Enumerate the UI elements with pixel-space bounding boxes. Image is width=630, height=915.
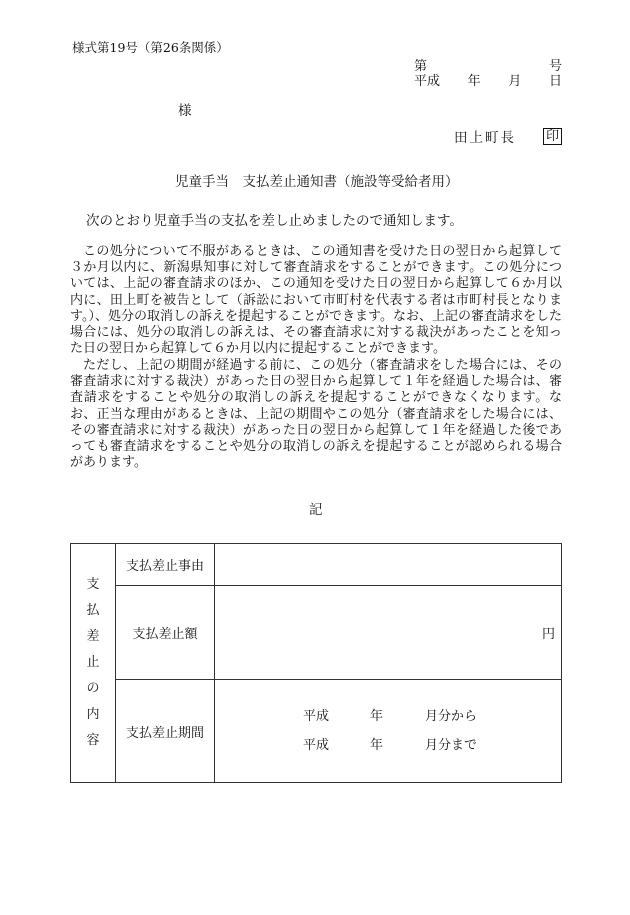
document-title: 児童手当 支払差止通知書（施設等受給者用） <box>175 174 459 190</box>
period-to-year: 年 <box>370 738 384 753</box>
period-from-era: 平成 <box>303 709 330 724</box>
table-row <box>71 586 562 680</box>
issue-date-row <box>414 70 562 89</box>
document-number-suffix: 号 <box>548 59 562 74</box>
period-from-line <box>303 702 561 731</box>
side-header-char: 止 <box>86 655 100 670</box>
table-row <box>71 544 562 586</box>
date-era: 平成 <box>414 74 441 89</box>
yen-unit: 円 <box>541 627 555 642</box>
date-day: 日 <box>548 74 562 89</box>
period-to-suffix: 月分まで <box>425 738 478 753</box>
period-from-year: 年 <box>370 709 384 724</box>
issuer-row <box>454 126 562 146</box>
period-from-suffix: 月分から <box>425 709 478 724</box>
period-label: 支払差止期間 <box>116 680 215 783</box>
side-header-char: 支 <box>86 577 100 592</box>
time-limit-paragraph: ただし、上記の期間が経過する前に、この処分（審査請求をした場合には、その審査請求に対する裁決）があった日の翌日から起算して１年を経過した場合は、審査請求をすることや処分の取消しの訴えを提起することができなくなります。なお、正当な理由があるときは、上記の期間やこの処分（審査請求をした場合には、その審査請求に対する裁決）があった日の翌日から起算して１年を経過した後であっても審査請求をすることや処分の取消しの訴えを提起することが認められる場合があります。 <box>70 358 562 471</box>
amount-label: 支払差止額 <box>116 586 215 680</box>
side-header-char: の <box>86 681 100 696</box>
document-number-label: 第 <box>414 59 428 74</box>
suspension-details-table <box>70 543 562 783</box>
amount-value-cell <box>215 586 562 680</box>
side-header-char: 内 <box>86 707 100 722</box>
reason-label: 支払差止事由 <box>116 544 215 586</box>
period-to-era: 平成 <box>303 738 330 753</box>
issuer-name: 田上町長 <box>454 130 516 146</box>
period-value-cell <box>215 680 562 783</box>
addressee-honorific: 様 <box>178 103 192 119</box>
date-year: 年 <box>467 74 481 89</box>
appeal-notice-paragraph: この処分について不服があるときは、この通知書を受けた日の翌日から起算して３か月以内に、新潟県知事に対して審査請求をすることができます。この処分については、上記の審査請求のほか、この通知を受けた日の翌日から起算して６か月以内に、田上町を被告として（訴訟において市町村を代表する者は市町村長となります。）、処分の取消しの訴えを提起することができます。なお、上記の審査請求をした場合には、処分の取消しの訴えは、その審査請求に対する裁決があったことを知った日の翌日から起算して６か月以内に提起することができます。 <box>70 244 562 357</box>
date-month: 月 <box>508 74 522 89</box>
intro-text: 次のとおり児童手当の支払を差し止めましたので通知します。 <box>86 213 463 229</box>
ki-heading: 記 <box>309 502 323 518</box>
side-header-char: 容 <box>86 733 100 748</box>
side-header <box>71 544 116 783</box>
seal-mark: 印 <box>543 128 562 145</box>
side-header-char: 差 <box>86 629 100 644</box>
period-to-line <box>303 731 561 760</box>
side-header-char: 払 <box>86 603 100 618</box>
reason-value-cell <box>215 544 562 586</box>
table-row <box>71 680 562 783</box>
form-number: 様式第19号（第26条関係） <box>72 40 229 55</box>
